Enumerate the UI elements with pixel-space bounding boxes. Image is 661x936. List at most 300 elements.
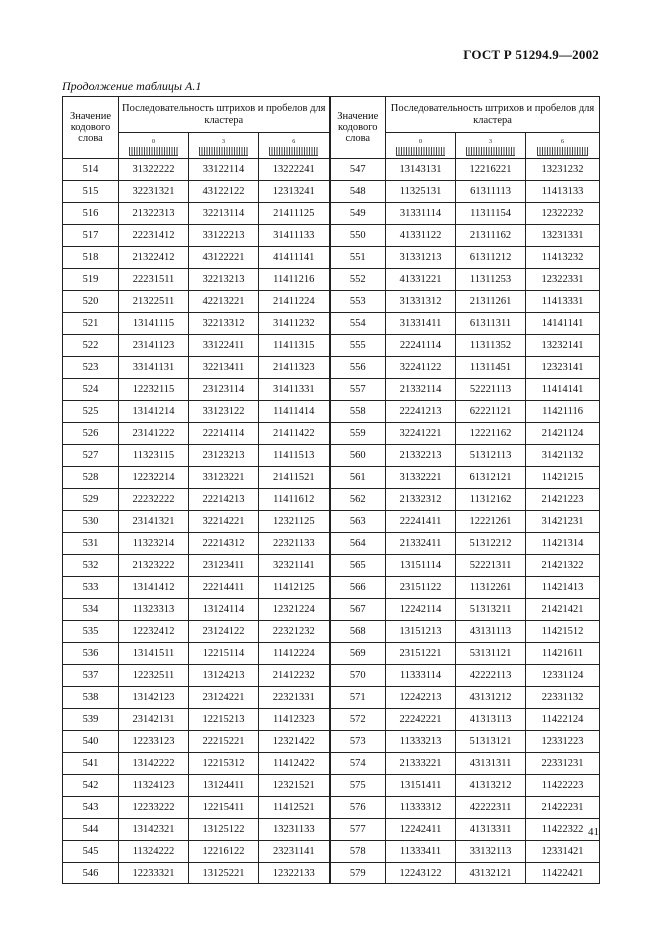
codeword-cell: 540 <box>63 731 119 753</box>
codeword-cell: 554 <box>330 313 386 335</box>
sequence-cell: 23142131 <box>119 709 189 731</box>
sequence-cell: 13141214 <box>119 401 189 423</box>
sequence-cell: 21411125 <box>259 203 330 225</box>
codeword-cell: 555 <box>330 335 386 357</box>
table-row <box>63 863 600 884</box>
sequence-cell: 11421611 <box>526 643 600 665</box>
table-row <box>63 577 600 599</box>
sequence-cell: 22241114 <box>386 335 456 357</box>
sequence-cell: 22321232 <box>259 621 330 643</box>
sequence-cell: 21322313 <box>119 203 189 225</box>
sequence-cell: 33123122 <box>189 401 259 423</box>
sequence-cell: 21411323 <box>259 357 330 379</box>
sequence-cell: 11421116 <box>526 401 600 423</box>
sequence-cell: 21333221 <box>386 753 456 775</box>
sequence-cell: 11411513 <box>259 445 330 467</box>
sequence-cell: 12331124 <box>526 665 600 687</box>
sequence-cell: 11333312 <box>386 797 456 819</box>
table-caption: Продолжение таблицы А.1 <box>62 79 202 93</box>
sequence-cell: 21422231 <box>526 797 600 819</box>
sequence-cell: 13141115 <box>119 313 189 335</box>
table-body <box>63 159 600 884</box>
sequence-cell: 11411315 <box>259 335 330 357</box>
table-row <box>63 379 600 401</box>
codeword-cell: 552 <box>330 269 386 291</box>
sequence-cell: 12321521 <box>259 775 330 797</box>
sequence-cell: 12215312 <box>189 753 259 775</box>
sequence-cell: 21421421 <box>526 599 600 621</box>
sequence-cell: 43131212 <box>456 687 526 709</box>
sequence-cell: 21322412 <box>119 247 189 269</box>
sequence-cell: 12322331 <box>526 269 600 291</box>
sequence-cell: 12232412 <box>119 621 189 643</box>
sequence-cell: 12331421 <box>526 841 600 863</box>
sequence-cell: 11421512 <box>526 621 600 643</box>
codeword-cell: 574 <box>330 753 386 775</box>
table-row <box>63 533 600 555</box>
sequence-cell: 23141222 <box>119 423 189 445</box>
codeword-cell: 547 <box>330 159 386 181</box>
sequence-cell: 11323214 <box>119 533 189 555</box>
cluster-0-header-right: 0 <box>386 133 456 159</box>
sequence-cell: 22231511 <box>119 269 189 291</box>
sequence-cell: 22321331 <box>259 687 330 709</box>
table-row <box>63 621 600 643</box>
sequence-cell: 23124221 <box>189 687 259 709</box>
table-row <box>63 753 600 775</box>
sequence-cell: 52221311 <box>456 555 526 577</box>
col-header-codeword: Значение кодового слова <box>63 97 119 159</box>
sequence-cell: 11412323 <box>259 709 330 731</box>
sequence-cell: 22241411 <box>386 511 456 533</box>
sequence-cell: 11323313 <box>119 599 189 621</box>
bar-pattern-icon <box>466 147 514 156</box>
sequence-cell: 31331411 <box>386 313 456 335</box>
bar-pattern-icon <box>396 147 444 156</box>
sequence-cell: 11413232 <box>526 247 600 269</box>
sequence-cell: 33141131 <box>119 357 189 379</box>
bar-pattern-icon <box>537 147 588 156</box>
codeword-cell: 514 <box>63 159 119 181</box>
sequence-cell: 31331114 <box>386 203 456 225</box>
sequence-cell: 12221261 <box>456 511 526 533</box>
sequence-cell: 12232214 <box>119 467 189 489</box>
sequence-cell: 41331221 <box>386 269 456 291</box>
sequence-cell: 11311253 <box>456 269 526 291</box>
table-row <box>63 841 600 863</box>
sequence-cell: 22231412 <box>119 225 189 247</box>
sequence-cell: 32241221 <box>386 423 456 445</box>
sequence-cell: 13125122 <box>189 819 259 841</box>
sequence-cell: 41313212 <box>456 775 526 797</box>
codeword-cell: 568 <box>330 621 386 643</box>
table-row <box>63 181 600 203</box>
page-number: 41 <box>588 826 599 838</box>
sequence-cell: 13231331 <box>526 225 600 247</box>
codeword-cell: 543 <box>63 797 119 819</box>
sequence-cell: 33122213 <box>189 225 259 247</box>
sequence-cell: 61311113 <box>456 181 526 203</box>
sequence-cell: 22321133 <box>259 533 330 555</box>
sequence-cell: 11324222 <box>119 841 189 863</box>
codeword-cell: 576 <box>330 797 386 819</box>
codeword-cell: 550 <box>330 225 386 247</box>
sequence-cell: 13151213 <box>386 621 456 643</box>
sequence-cell: 13141412 <box>119 577 189 599</box>
codeword-cell: 571 <box>330 687 386 709</box>
sequence-cell: 21412232 <box>259 665 330 687</box>
sequence-cell: 21332213 <box>386 445 456 467</box>
sequence-cell: 12216221 <box>456 159 526 181</box>
table-row <box>63 687 600 709</box>
codeword-cell: 542 <box>63 775 119 797</box>
sequence-cell: 12221162 <box>456 423 526 445</box>
sequence-cell: 11413133 <box>526 181 600 203</box>
sequence-cell: 13231232 <box>526 159 600 181</box>
codeword-cell: 570 <box>330 665 386 687</box>
sequence-cell: 23141321 <box>119 511 189 533</box>
sequence-cell: 13142123 <box>119 687 189 709</box>
codeword-cell: 537 <box>63 665 119 687</box>
sequence-cell: 61311311 <box>456 313 526 335</box>
sequence-cell: 11412224 <box>259 643 330 665</box>
codeword-cell: 516 <box>63 203 119 225</box>
sequence-cell: 11422421 <box>526 863 600 884</box>
sequence-cell: 12233222 <box>119 797 189 819</box>
sequence-cell: 11421314 <box>526 533 600 555</box>
sequence-cell: 31411232 <box>259 313 330 335</box>
sequence-cell: 13124213 <box>189 665 259 687</box>
cluster-6-header-right: 6 <box>526 133 600 159</box>
sequence-cell: 12215213 <box>189 709 259 731</box>
sequence-cell: 21332312 <box>386 489 456 511</box>
sequence-cell: 13125221 <box>189 863 259 884</box>
col-header-sequence: Последовательность штрихов и пробелов для кластера <box>119 97 330 133</box>
sequence-cell: 21311261 <box>456 291 526 313</box>
sequence-cell: 21332114 <box>386 379 456 401</box>
codeword-cell: 545 <box>63 841 119 863</box>
sequence-cell: 32213213 <box>189 269 259 291</box>
sequence-cell: 31332221 <box>386 467 456 489</box>
sequence-cell: 33122411 <box>189 335 259 357</box>
codeword-cell: 527 <box>63 445 119 467</box>
sequence-cell: 12233123 <box>119 731 189 753</box>
codeword-cell: 535 <box>63 621 119 643</box>
bar-pattern-icon <box>269 147 318 156</box>
sequence-cell: 43122221 <box>189 247 259 269</box>
codeword-cell: 531 <box>63 533 119 555</box>
sequence-cell: 11324123 <box>119 775 189 797</box>
sequence-cell: 32321141 <box>259 555 330 577</box>
sequence-cell: 21411224 <box>259 291 330 313</box>
sequence-cell: 13222241 <box>259 159 330 181</box>
sequence-cell: 11421215 <box>526 467 600 489</box>
sequence-cell: 23123411 <box>189 555 259 577</box>
sequence-cell: 31322222 <box>119 159 189 181</box>
codeword-cell: 525 <box>63 401 119 423</box>
codeword-cell: 541 <box>63 753 119 775</box>
cluster-0-header: 0 <box>119 133 189 159</box>
sequence-cell: 23123114 <box>189 379 259 401</box>
sequence-cell: 12242411 <box>386 819 456 841</box>
sequence-cell: 43132121 <box>456 863 526 884</box>
sequence-cell: 32213411 <box>189 357 259 379</box>
sequence-cell: 11422223 <box>526 775 600 797</box>
codeword-cell: 524 <box>63 379 119 401</box>
sequence-cell: 23231141 <box>259 841 330 863</box>
sequence-cell: 21323222 <box>119 555 189 577</box>
sequence-cell: 11312162 <box>456 489 526 511</box>
sequence-cell: 22232222 <box>119 489 189 511</box>
sequence-cell: 22331231 <box>526 753 600 775</box>
sequence-cell: 21322511 <box>119 291 189 313</box>
sequence-cell: 13142222 <box>119 753 189 775</box>
sequence-cell: 41313113 <box>456 709 526 731</box>
sequence-cell: 23141123 <box>119 335 189 357</box>
sequence-cell: 42222113 <box>456 665 526 687</box>
codeword-cell: 519 <box>63 269 119 291</box>
sequence-cell: 11413331 <box>526 291 600 313</box>
codeword-cell: 548 <box>330 181 386 203</box>
sequence-cell: 12243122 <box>386 863 456 884</box>
table-row <box>63 665 600 687</box>
sequence-cell: 42222311 <box>456 797 526 819</box>
sequence-cell: 12323141 <box>526 357 600 379</box>
sequence-cell: 21421322 <box>526 555 600 577</box>
sequence-cell: 41331122 <box>386 225 456 247</box>
sequence-cell: 11311154 <box>456 203 526 225</box>
sequence-cell: 61312121 <box>456 467 526 489</box>
sequence-cell: 52221113 <box>456 379 526 401</box>
table-row <box>63 247 600 269</box>
sequence-cell: 21421124 <box>526 423 600 445</box>
table-row <box>63 445 600 467</box>
table-row <box>63 291 600 313</box>
sequence-cell: 12331223 <box>526 731 600 753</box>
sequence-cell: 13124114 <box>189 599 259 621</box>
sequence-cell: 32214221 <box>189 511 259 533</box>
codeword-cell: 565 <box>330 555 386 577</box>
sequence-cell: 32241122 <box>386 357 456 379</box>
sequence-cell: 12216122 <box>189 841 259 863</box>
sequence-cell: 11333114 <box>386 665 456 687</box>
sequence-cell: 12313241 <box>259 181 330 203</box>
sequence-cell: 13142321 <box>119 819 189 841</box>
table-row <box>63 313 600 335</box>
col-header-sequence-right: Последовательность штрихов и пробелов для кластера <box>386 97 600 133</box>
codeword-cell: 530 <box>63 511 119 533</box>
bar-pattern-icon <box>199 147 247 156</box>
codeword-cell: 523 <box>63 357 119 379</box>
table-row <box>63 423 600 445</box>
codeword-cell: 544 <box>63 819 119 841</box>
table-row <box>63 225 600 247</box>
table-row <box>63 819 600 841</box>
sequence-cell: 11412521 <box>259 797 330 819</box>
table-row <box>63 467 600 489</box>
codeword-cell: 577 <box>330 819 386 841</box>
codeword-cell: 579 <box>330 863 386 884</box>
sequence-cell: 11411612 <box>259 489 330 511</box>
sequence-cell: 32213114 <box>189 203 259 225</box>
col-header-codeword-right: Значение кодового слова <box>330 97 386 159</box>
sequence-cell: 21311162 <box>456 225 526 247</box>
table-row <box>63 203 600 225</box>
table-row <box>63 731 600 753</box>
sequence-cell: 12242213 <box>386 687 456 709</box>
codeword-cell: 536 <box>63 643 119 665</box>
sequence-cell: 32231321 <box>119 181 189 203</box>
sequence-cell: 11412422 <box>259 753 330 775</box>
codeword-cell: 572 <box>330 709 386 731</box>
sequence-cell: 22241213 <box>386 401 456 423</box>
sequence-cell: 11333411 <box>386 841 456 863</box>
document-title: ГОСТ Р 51294.9—2002 <box>463 47 599 62</box>
table-row <box>63 335 600 357</box>
sequence-cell: 21421223 <box>526 489 600 511</box>
sequence-cell: 13151114 <box>386 555 456 577</box>
sequence-cell: 31331213 <box>386 247 456 269</box>
sequence-cell: 13141511 <box>119 643 189 665</box>
table-row <box>63 489 600 511</box>
codeword-cell: 534 <box>63 599 119 621</box>
sequence-cell: 11333213 <box>386 731 456 753</box>
codeword-cell: 518 <box>63 247 119 269</box>
table-row <box>63 511 600 533</box>
sequence-cell: 42213221 <box>189 291 259 313</box>
sequence-cell: 12233321 <box>119 863 189 884</box>
sequence-cell: 62221121 <box>456 401 526 423</box>
codeword-cell: 549 <box>330 203 386 225</box>
sequence-cell: 11323115 <box>119 445 189 467</box>
sequence-cell: 11421413 <box>526 577 600 599</box>
table-row <box>63 401 600 423</box>
codeword-cell: 553 <box>330 291 386 313</box>
codeword-cell: 560 <box>330 445 386 467</box>
sequence-cell: 22214312 <box>189 533 259 555</box>
sequence-cell: 22214411 <box>189 577 259 599</box>
codeword-cell: 528 <box>63 467 119 489</box>
sequence-cell: 33132113 <box>456 841 526 863</box>
sequence-cell: 13231133 <box>259 819 330 841</box>
sequence-cell: 11312261 <box>456 577 526 599</box>
sequence-cell: 12215114 <box>189 643 259 665</box>
codeword-cell: 562 <box>330 489 386 511</box>
codeword-cell: 561 <box>330 467 386 489</box>
codeword-cell: 517 <box>63 225 119 247</box>
sequence-cell: 12322232 <box>526 203 600 225</box>
sequence-cell: 21411521 <box>259 467 330 489</box>
sequence-cell: 51313121 <box>456 731 526 753</box>
table-row <box>63 357 600 379</box>
sequence-cell: 23151122 <box>386 577 456 599</box>
table-row <box>63 599 600 621</box>
sequence-cell: 23124122 <box>189 621 259 643</box>
sequence-cell: 31421231 <box>526 511 600 533</box>
sequence-cell: 12321422 <box>259 731 330 753</box>
sequence-cell: 22214114 <box>189 423 259 445</box>
sequence-cell: 31421132 <box>526 445 600 467</box>
bar-pattern-icon <box>129 147 177 156</box>
sequence-cell: 22331132 <box>526 687 600 709</box>
codeword-cell: 563 <box>330 511 386 533</box>
sequence-cell: 12321224 <box>259 599 330 621</box>
codeword-cell: 567 <box>330 599 386 621</box>
sequence-cell: 11325131 <box>386 181 456 203</box>
codeword-cell: 539 <box>63 709 119 731</box>
sequence-cell: 11412125 <box>259 577 330 599</box>
sequence-cell: 11411414 <box>259 401 330 423</box>
table-row <box>63 775 600 797</box>
sequence-cell: 22214213 <box>189 489 259 511</box>
sequence-cell: 32213312 <box>189 313 259 335</box>
codeword-cell: 521 <box>63 313 119 335</box>
codeword-cell: 556 <box>330 357 386 379</box>
sequence-cell: 41411141 <box>259 247 330 269</box>
table-row <box>63 643 600 665</box>
codeword-cell: 569 <box>330 643 386 665</box>
sequence-cell: 21332411 <box>386 533 456 555</box>
sequence-cell: 41313311 <box>456 819 526 841</box>
codeword-cell: 558 <box>330 401 386 423</box>
cluster-6-header: 6 <box>259 133 330 159</box>
codeword-cell: 578 <box>330 841 386 863</box>
sequence-cell: 51312212 <box>456 533 526 555</box>
sequence-cell: 31411133 <box>259 225 330 247</box>
cluster-3-header: 3 <box>189 133 259 159</box>
sequence-cell: 12321125 <box>259 511 330 533</box>
sequence-cell: 12242114 <box>386 599 456 621</box>
sequence-cell: 11422124 <box>526 709 600 731</box>
sequence-cell: 13232141 <box>526 335 600 357</box>
sequence-cell: 61311212 <box>456 247 526 269</box>
sequence-cell: 51312113 <box>456 445 526 467</box>
sequence-cell: 11422322 <box>526 819 600 841</box>
table-row <box>63 709 600 731</box>
codeword-cell: 573 <box>330 731 386 753</box>
codeword-cell: 557 <box>330 379 386 401</box>
sequence-cell: 21411422 <box>259 423 330 445</box>
codeword-cell: 529 <box>63 489 119 511</box>
codeword-cell: 538 <box>63 687 119 709</box>
sequence-cell: 23151221 <box>386 643 456 665</box>
sequence-cell: 51313211 <box>456 599 526 621</box>
codeword-cell: 533 <box>63 577 119 599</box>
sequence-cell: 12322133 <box>259 863 330 884</box>
codeword-cell: 559 <box>330 423 386 445</box>
codeword-cell: 546 <box>63 863 119 884</box>
sequence-cell: 12232511 <box>119 665 189 687</box>
cluster-3-header-right: 3 <box>456 133 526 159</box>
sequence-cell: 22242221 <box>386 709 456 731</box>
codeword-cell: 575 <box>330 775 386 797</box>
sequence-cell: 33123221 <box>189 467 259 489</box>
codeword-cell: 566 <box>330 577 386 599</box>
codeword-cell: 526 <box>63 423 119 445</box>
codeword-table <box>62 96 600 884</box>
table-row <box>63 555 600 577</box>
sequence-cell: 22215221 <box>189 731 259 753</box>
sequence-cell: 13143131 <box>386 159 456 181</box>
codeword-cell: 520 <box>63 291 119 313</box>
sequence-cell: 13124411 <box>189 775 259 797</box>
sequence-cell: 23123213 <box>189 445 259 467</box>
sequence-cell: 13151411 <box>386 775 456 797</box>
codeword-cell: 515 <box>63 181 119 203</box>
codeword-cell: 522 <box>63 335 119 357</box>
sequence-cell: 11411216 <box>259 269 330 291</box>
sequence-cell: 43122122 <box>189 181 259 203</box>
